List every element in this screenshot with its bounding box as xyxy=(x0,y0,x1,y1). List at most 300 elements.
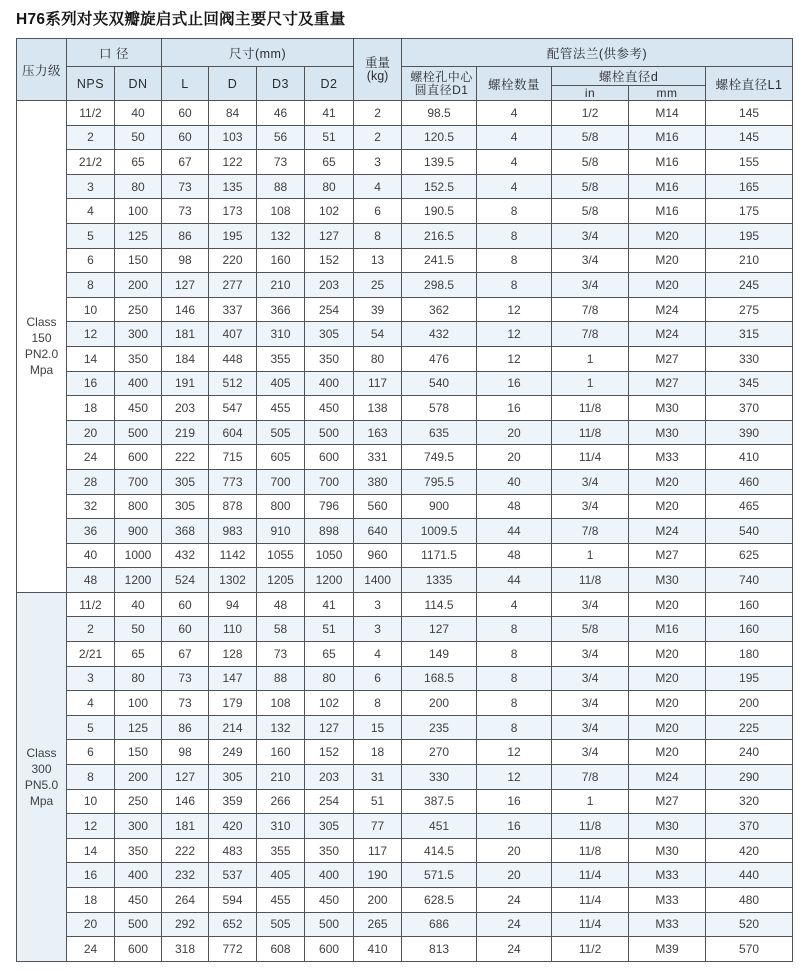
table-cell: 900 xyxy=(115,519,162,544)
table-cell: 4 xyxy=(67,691,115,716)
table-cell: 168.5 xyxy=(402,666,477,691)
table-row xyxy=(17,888,793,913)
table-cell: 400 xyxy=(115,371,162,396)
header-caliber: 口 径 xyxy=(67,39,162,67)
table-cell: 700 xyxy=(305,469,354,494)
table-cell: 3/4 xyxy=(552,642,629,667)
table-cell: M27 xyxy=(629,346,706,371)
table-cell: M20 xyxy=(629,223,706,248)
table-cell: 24 xyxy=(477,937,552,962)
table-cell: 330 xyxy=(706,346,793,371)
table-cell: 190.5 xyxy=(402,199,477,224)
table-cell: 460 xyxy=(706,469,793,494)
table-cell: 25 xyxy=(354,273,402,298)
table-cell: 203 xyxy=(305,765,354,790)
table-cell: 13 xyxy=(354,248,402,273)
table-cell: 318 xyxy=(162,937,209,962)
table-cell: 32 xyxy=(67,494,115,519)
table-cell: 3/4 xyxy=(552,223,629,248)
table-cell: 4 xyxy=(477,150,552,175)
table-cell: 1171.5 xyxy=(402,543,477,568)
table-cell: 6 xyxy=(354,199,402,224)
table-cell: 910 xyxy=(257,519,305,544)
table-cell: 245 xyxy=(706,273,793,298)
table-row xyxy=(17,838,793,863)
table-cell: 210 xyxy=(706,248,793,273)
table-row xyxy=(17,101,793,126)
table-cell: 56 xyxy=(257,125,305,150)
header-flange: 配管法兰(供参考) xyxy=(402,39,793,67)
table-cell: 7/8 xyxy=(552,322,629,347)
table-cell: 195 xyxy=(706,223,793,248)
table-cell: 476 xyxy=(402,346,477,371)
table-cell: 2 xyxy=(67,125,115,150)
table-cell: 48 xyxy=(477,543,552,568)
table-cell: 48 xyxy=(257,592,305,617)
table-cell: 1142 xyxy=(209,543,257,568)
table-cell: 80 xyxy=(115,666,162,691)
table-cell: 10 xyxy=(67,297,115,322)
table-cell: 2 xyxy=(354,101,402,126)
table-cell: 103 xyxy=(209,125,257,150)
table-cell: 4 xyxy=(477,125,552,150)
table-cell: 414.5 xyxy=(402,838,477,863)
table-cell: 5/8 xyxy=(552,150,629,175)
pressure-class-line: Mpa xyxy=(29,793,54,808)
table-cell: M27 xyxy=(629,543,706,568)
table-cell: 73 xyxy=(257,150,305,175)
table-cell: M24 xyxy=(629,322,706,347)
table-cell: 4 xyxy=(354,174,402,199)
table-cell: 512 xyxy=(209,371,257,396)
table-cell: 3 xyxy=(354,592,402,617)
table-cell: 432 xyxy=(162,543,209,568)
table-cell: M20 xyxy=(629,691,706,716)
table-cell: 8 xyxy=(354,691,402,716)
table-cell: 480 xyxy=(706,888,793,913)
table-cell: 165 xyxy=(706,174,793,199)
table-cell: 132 xyxy=(257,715,305,740)
table-row xyxy=(17,863,793,888)
table-cell: 628.5 xyxy=(402,888,477,913)
table-cell: 11/2 xyxy=(67,592,115,617)
table-cell: 2 xyxy=(354,125,402,150)
table-row xyxy=(17,814,793,839)
header-dn: DN xyxy=(115,67,162,101)
table-cell: 305 xyxy=(162,494,209,519)
table-cell: 67 xyxy=(162,642,209,667)
table-cell: 77 xyxy=(354,814,402,839)
table-cell: 160 xyxy=(257,248,305,273)
table-cell: 132 xyxy=(257,223,305,248)
table-cell: 48 xyxy=(477,494,552,519)
table-cell: 149 xyxy=(402,642,477,667)
table-cell: 366 xyxy=(257,297,305,322)
table-row xyxy=(17,174,793,199)
table-cell: 195 xyxy=(706,666,793,691)
table-cell: 152 xyxy=(305,740,354,765)
table-cell: M20 xyxy=(629,469,706,494)
table-cell: 200 xyxy=(402,691,477,716)
table-cell: 5/8 xyxy=(552,125,629,150)
table-cell: 152 xyxy=(305,248,354,273)
table-cell: 8 xyxy=(477,199,552,224)
table-cell: 270 xyxy=(402,740,477,765)
table-cell: 3 xyxy=(67,666,115,691)
table-cell: 60 xyxy=(162,592,209,617)
table-cell: 179 xyxy=(209,691,257,716)
table-cell: 547 xyxy=(209,396,257,421)
table-cell: 219 xyxy=(162,420,209,445)
table-cell: 520 xyxy=(706,912,793,937)
table-cell: 20 xyxy=(67,420,115,445)
table-cell: 102 xyxy=(305,691,354,716)
table-cell: M39 xyxy=(629,937,706,962)
spec-table xyxy=(16,38,793,962)
pressure-class-line: PN2.0 xyxy=(24,347,59,362)
table-cell: M30 xyxy=(629,838,706,863)
table-cell: 146 xyxy=(162,789,209,814)
table-cell: 1 xyxy=(552,543,629,568)
table-cell: 110 xyxy=(209,617,257,642)
table-cell: 73 xyxy=(162,666,209,691)
table-cell: 331 xyxy=(354,445,402,470)
table-cell: 350 xyxy=(305,346,354,371)
table-cell: 127 xyxy=(305,715,354,740)
table-cell: 40 xyxy=(115,101,162,126)
table-cell: 146 xyxy=(162,297,209,322)
table-cell: 88 xyxy=(257,174,305,199)
table-cell: M20 xyxy=(629,666,706,691)
table-cell: 152.5 xyxy=(402,174,477,199)
table-cell: 222 xyxy=(162,838,209,863)
table-cell: M24 xyxy=(629,297,706,322)
table-cell: 3/4 xyxy=(552,273,629,298)
table-cell: 8 xyxy=(477,715,552,740)
table-cell: 24 xyxy=(67,445,115,470)
table-cell: 3/4 xyxy=(552,691,629,716)
table-cell: 250 xyxy=(115,297,162,322)
table-cell: 214 xyxy=(209,715,257,740)
table-cell: 7/8 xyxy=(552,765,629,790)
table-cell: 150 xyxy=(115,740,162,765)
table-cell: 440 xyxy=(706,863,793,888)
table-row xyxy=(17,346,793,371)
table-cell: 8 xyxy=(477,273,552,298)
table-cell: 345 xyxy=(706,371,793,396)
table-cell: M27 xyxy=(629,789,706,814)
table-row xyxy=(17,273,793,298)
header-unit-in: in xyxy=(552,86,629,101)
table-cell: 305 xyxy=(305,814,354,839)
table-cell: 4 xyxy=(67,199,115,224)
table-cell: 54 xyxy=(354,322,402,347)
table-cell: 6 xyxy=(67,740,115,765)
table-cell: 315 xyxy=(706,322,793,347)
header-d1-line2: 圆直径D1 xyxy=(414,82,469,97)
table-cell: 432 xyxy=(402,322,477,347)
pressure-class-cell xyxy=(17,101,67,593)
table-cell: 12 xyxy=(67,322,115,347)
table-cell: 84 xyxy=(209,101,257,126)
table-cell: 11/4 xyxy=(552,445,629,470)
table-cell: 127 xyxy=(305,223,354,248)
table-cell: 210 xyxy=(257,765,305,790)
table-cell: 600 xyxy=(115,937,162,962)
header-bolt-diameter: 螺栓直径d xyxy=(552,67,706,86)
table-cell: 337 xyxy=(209,297,257,322)
table-cell: M20 xyxy=(629,592,706,617)
table-row xyxy=(17,125,793,150)
header-d1-line1: 螺栓孔中心 xyxy=(410,69,473,84)
pressure-class-line: PN5.0 xyxy=(24,777,59,792)
table-cell: 450 xyxy=(305,396,354,421)
table-cell: 350 xyxy=(115,346,162,371)
table-cell: 14 xyxy=(67,838,115,863)
table-cell: 450 xyxy=(305,888,354,913)
table-cell: 8 xyxy=(477,691,552,716)
table-cell: 58 xyxy=(257,617,305,642)
table-cell: 305 xyxy=(305,322,354,347)
table-cell: 12 xyxy=(477,322,552,347)
table-cell: 537 xyxy=(209,863,257,888)
table-cell: 235 xyxy=(402,715,477,740)
table-cell: 387.5 xyxy=(402,789,477,814)
table-cell: 8 xyxy=(477,617,552,642)
table-cell: 420 xyxy=(209,814,257,839)
table-cell: 16 xyxy=(477,814,552,839)
header-d3: D3 xyxy=(257,67,305,101)
table-cell: 18 xyxy=(354,740,402,765)
table-cell: 3/4 xyxy=(552,248,629,273)
table-cell: 200 xyxy=(354,888,402,913)
table-cell: 8 xyxy=(477,248,552,273)
table-cell: 24 xyxy=(67,937,115,962)
table-cell: 145 xyxy=(706,101,793,126)
table-row xyxy=(17,199,793,224)
table-cell: 232 xyxy=(162,863,209,888)
table-cell: 3 xyxy=(354,150,402,175)
table-cell: 800 xyxy=(115,494,162,519)
table-cell: 5/8 xyxy=(552,199,629,224)
table-cell: 604 xyxy=(209,420,257,445)
table-cell: 266 xyxy=(257,789,305,814)
table-cell: 465 xyxy=(706,494,793,519)
header-nps: NPS xyxy=(67,67,115,101)
table-cell: 180 xyxy=(706,642,793,667)
table-cell: 241.5 xyxy=(402,248,477,273)
table-cell: 73 xyxy=(162,174,209,199)
table-cell: 60 xyxy=(162,101,209,126)
pressure-class-line: Class xyxy=(26,745,57,760)
table-cell: 3/4 xyxy=(552,666,629,691)
table-cell: 65 xyxy=(305,150,354,175)
table-cell: 400 xyxy=(305,863,354,888)
table-cell: M24 xyxy=(629,765,706,790)
table-cell: 88 xyxy=(257,666,305,691)
table-cell: 65 xyxy=(305,642,354,667)
table-cell: 249 xyxy=(209,740,257,765)
table-cell: 420 xyxy=(706,838,793,863)
table-cell: 410 xyxy=(706,445,793,470)
table-cell: 290 xyxy=(706,765,793,790)
table-cell: 160 xyxy=(706,617,793,642)
table-cell: 145 xyxy=(706,125,793,150)
table-cell: 540 xyxy=(706,519,793,544)
table-cell: 749.5 xyxy=(402,445,477,470)
table-cell: 300 xyxy=(115,322,162,347)
table-cell: 773 xyxy=(209,469,257,494)
table-cell: 86 xyxy=(162,715,209,740)
table-cell: 40 xyxy=(477,469,552,494)
table-cell: 450 xyxy=(115,396,162,421)
table-row xyxy=(17,666,793,691)
table-cell: 16 xyxy=(67,371,115,396)
table-cell: 175 xyxy=(706,199,793,224)
table-cell: 772 xyxy=(209,937,257,962)
table-cell: 31 xyxy=(354,765,402,790)
table-cell: 1 xyxy=(552,371,629,396)
table-cell: 405 xyxy=(257,863,305,888)
table-cell: 1200 xyxy=(115,568,162,593)
table-row xyxy=(17,469,793,494)
table-cell: 117 xyxy=(354,838,402,863)
header-weight xyxy=(354,39,402,101)
table-cell: 122 xyxy=(209,150,257,175)
table-cell: 203 xyxy=(162,396,209,421)
table-cell: 560 xyxy=(354,494,402,519)
table-cell: 5 xyxy=(67,223,115,248)
table-cell: M33 xyxy=(629,863,706,888)
table-cell: 277 xyxy=(209,273,257,298)
table-cell: 135 xyxy=(209,174,257,199)
table-cell: 355 xyxy=(257,838,305,863)
table-row xyxy=(17,937,793,962)
pressure-class-line: Mpa xyxy=(29,363,54,378)
table-cell: 24 xyxy=(477,888,552,913)
table-cell: 155 xyxy=(706,150,793,175)
table-cell: 1400 xyxy=(354,568,402,593)
table-row xyxy=(17,150,793,175)
table-cell: M20 xyxy=(629,494,706,519)
table-cell: 60 xyxy=(162,617,209,642)
table-row xyxy=(17,912,793,937)
table-cell: 300 xyxy=(115,814,162,839)
header-unit-mm: mm xyxy=(629,86,706,101)
table-cell: 50 xyxy=(115,125,162,150)
table-cell: 114.5 xyxy=(402,592,477,617)
table-cell: 505 xyxy=(257,912,305,937)
table-cell: 11/2 xyxy=(67,101,115,126)
table-cell: 800 xyxy=(257,494,305,519)
table-cell: M24 xyxy=(629,519,706,544)
table-cell: 127 xyxy=(162,765,209,790)
table-cell: 216.5 xyxy=(402,223,477,248)
table-cell: 4 xyxy=(354,642,402,667)
table-cell: 8 xyxy=(354,223,402,248)
table-cell: 80 xyxy=(305,174,354,199)
table-cell: 225 xyxy=(706,715,793,740)
pressure-class-line: Class xyxy=(26,315,57,330)
table-cell: 359 xyxy=(209,789,257,814)
table-row xyxy=(17,543,793,568)
table-cell: 4 xyxy=(477,174,552,199)
header-d: D xyxy=(209,67,257,101)
table-cell: 600 xyxy=(305,445,354,470)
table-cell: 125 xyxy=(115,223,162,248)
table-cell: 139.5 xyxy=(402,150,477,175)
table-cell: M16 xyxy=(629,199,706,224)
table-cell: 65 xyxy=(115,642,162,667)
table-cell: 715 xyxy=(209,445,257,470)
header-pressure-class: 压力级 xyxy=(17,39,67,101)
table-cell: 200 xyxy=(115,273,162,298)
table-cell: 594 xyxy=(209,888,257,913)
table-cell: 98 xyxy=(162,248,209,273)
table-cell: 686 xyxy=(402,912,477,937)
table-cell: 191 xyxy=(162,371,209,396)
table-row xyxy=(17,592,793,617)
table-cell: 80 xyxy=(354,346,402,371)
table-cell: 117 xyxy=(354,371,402,396)
table-cell: 1055 xyxy=(257,543,305,568)
table-cell: 264 xyxy=(162,888,209,913)
table-cell: 390 xyxy=(706,420,793,445)
table-row xyxy=(17,420,793,445)
table-cell: 320 xyxy=(706,789,793,814)
table-cell: 44 xyxy=(477,568,552,593)
table-cell: M33 xyxy=(629,888,706,913)
page-title: H76系列对夹双瓣旋启式止回阀主要尺寸及重量 xyxy=(16,11,346,28)
header-bolt-count: 螺栓数量 xyxy=(477,67,552,101)
table-cell: 102 xyxy=(305,199,354,224)
table-cell: 813 xyxy=(402,937,477,962)
table-cell: 11/4 xyxy=(552,863,629,888)
table-row xyxy=(17,765,793,790)
table-cell: 605 xyxy=(257,445,305,470)
table-row xyxy=(17,740,793,765)
table-cell: 7/8 xyxy=(552,297,629,322)
table-cell: 652 xyxy=(209,912,257,937)
table-cell: 3/4 xyxy=(552,740,629,765)
table-cell: 500 xyxy=(305,912,354,937)
table-cell: 11/8 xyxy=(552,420,629,445)
table-cell: 94 xyxy=(209,592,257,617)
table-cell: 571.5 xyxy=(402,863,477,888)
table-cell: 20 xyxy=(477,838,552,863)
table-cell: 220 xyxy=(209,248,257,273)
table-cell: 250 xyxy=(115,789,162,814)
pressure-class-cell xyxy=(17,592,67,961)
table-header xyxy=(17,39,793,101)
table-cell: M20 xyxy=(629,715,706,740)
table-cell: 11/8 xyxy=(552,396,629,421)
table-cell: 60 xyxy=(162,125,209,150)
table-cell: 128 xyxy=(209,642,257,667)
table-cell: 181 xyxy=(162,322,209,347)
table-cell: M20 xyxy=(629,248,706,273)
table-cell: 3/4 xyxy=(552,469,629,494)
table-cell: 163 xyxy=(354,420,402,445)
table-cell: 222 xyxy=(162,445,209,470)
table-cell: 203 xyxy=(305,273,354,298)
table-cell: 11/4 xyxy=(552,912,629,937)
table-cell: 275 xyxy=(706,297,793,322)
table-cell: 8 xyxy=(477,223,552,248)
table-cell: 483 xyxy=(209,838,257,863)
table-cell: 6 xyxy=(67,248,115,273)
table-cell: 41 xyxy=(305,592,354,617)
